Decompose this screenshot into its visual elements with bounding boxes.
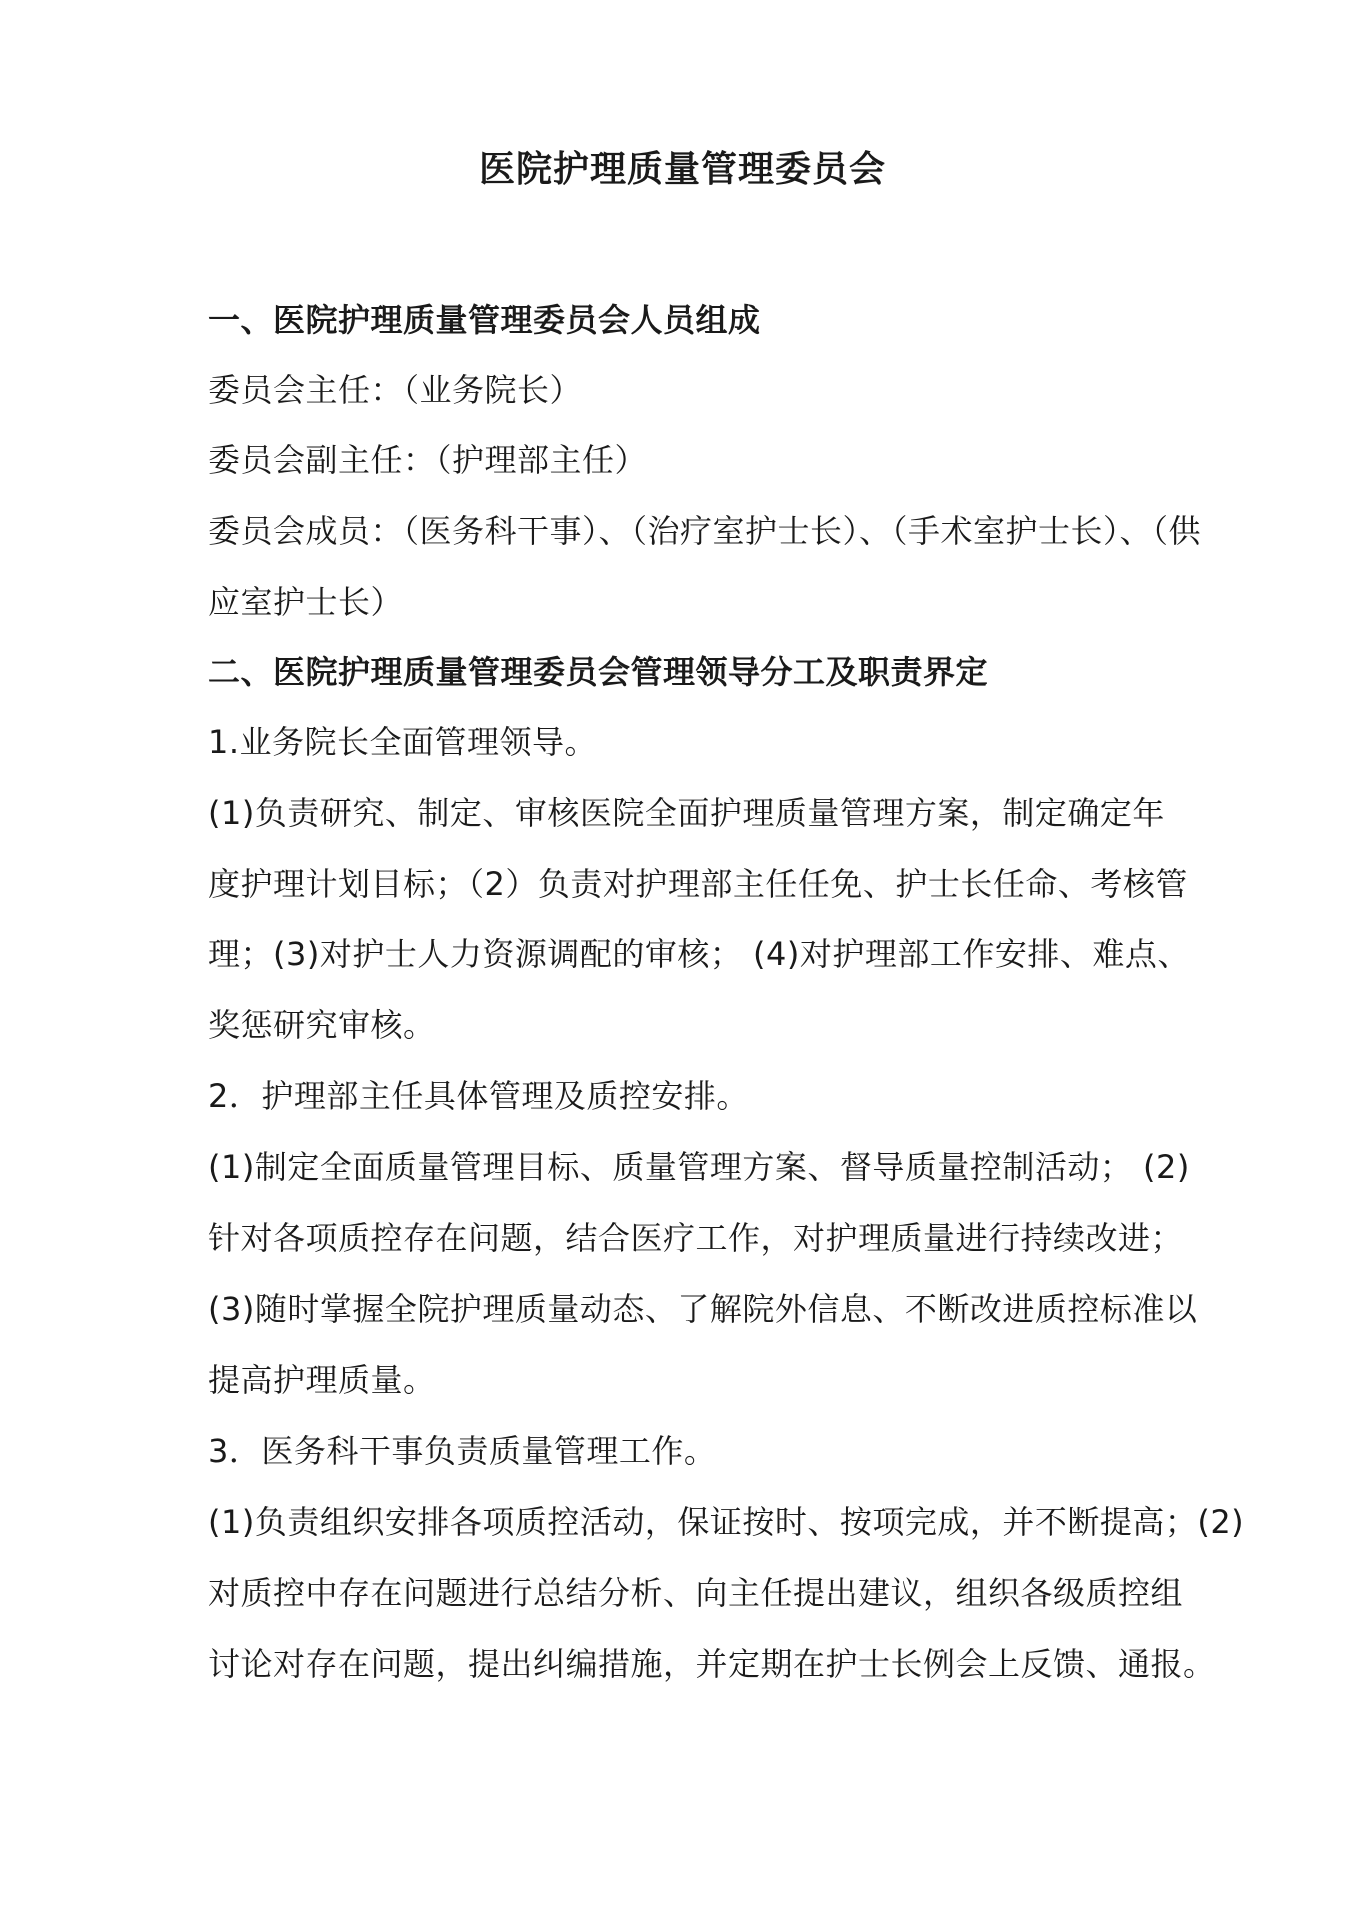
section-heading-2: 二、医院护理质量管理委员会管理领导分工及职责界定	[208, 653, 989, 691]
paragraph-line: 2．护理部主任具体管理及质控安排。	[208, 1077, 749, 1115]
paragraph-line: (1)制定全面质量管理目标、质量管理方案、督导质量控制活动； (2)	[208, 1148, 1190, 1186]
paragraph-line: 应室护士长）	[208, 583, 404, 621]
paragraph-line: 对质控中存在问题进行总结分析、向主任提出建议，组织各级质控组	[208, 1574, 1184, 1612]
paragraph-line: 针对各项质控存在问题，结合医疗工作，对护理质量进行持续改进；	[208, 1219, 1184, 1257]
paragraph-line: (1)负责组织安排各项质控活动，保证按时、按项完成，并不断提高；(2)	[208, 1503, 1245, 1541]
paragraph-line: (3)随时掌握全院护理质量动态、了解院外信息、不断改进质控标准以	[208, 1290, 1198, 1328]
paragraph-line: 委员会成员：（医务科干事）、（治疗室护士长）、（手术室护士长）、（供	[208, 512, 1202, 550]
paragraph-line: 3．医务科干事负责质量管理工作。	[208, 1432, 717, 1470]
paragraph-line: 1.业务院长全面管理领导。	[208, 723, 598, 761]
paragraph-line: 奖惩研究审核。	[208, 1006, 436, 1044]
paragraph-line: 委员会副主任：（护理部主任）	[208, 441, 648, 479]
paragraph-line: 提高护理质量。	[208, 1361, 436, 1399]
paragraph-line: 委员会主任：（业务院长）	[208, 371, 583, 409]
section-heading-1: 一、医院护理质量管理委员会人员组成	[208, 301, 761, 339]
paragraph-line: (1)负责研究、制定、审核医院全面护理质量管理方案，制定确定年	[208, 794, 1165, 832]
paragraph-line: 理；(3)对护士人力资源调配的审核； (4)对护理部工作安排、难点、	[208, 935, 1190, 973]
paragraph-line: 讨论对存在问题，提出纠编措施，并定期在护士长例会上反馈、通报。	[208, 1645, 1216, 1683]
document-title: 医院护理质量管理委员会	[478, 149, 886, 190]
paragraph-line: 度护理计划目标；（2）负责对护理部主任任免、护士长任命、考核管	[208, 865, 1188, 903]
